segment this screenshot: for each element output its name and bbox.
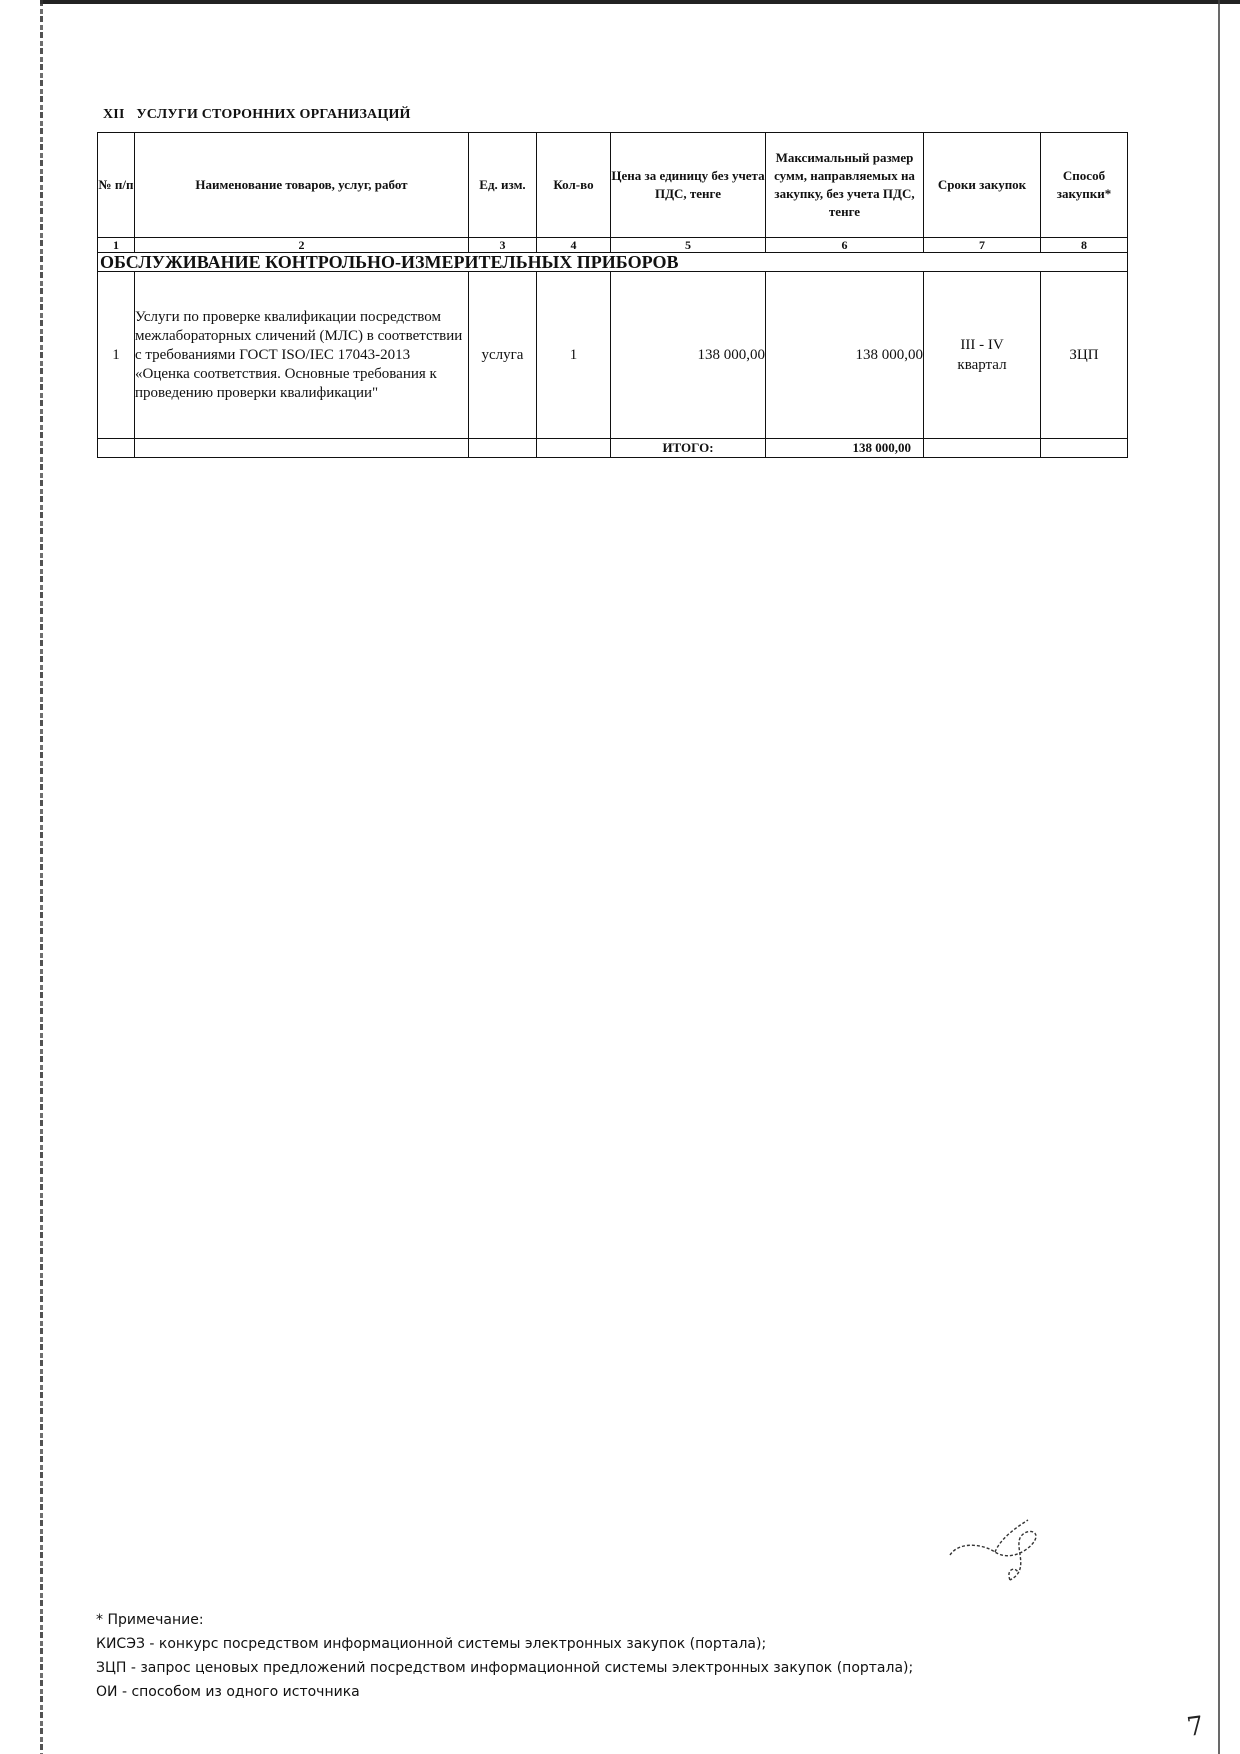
column-number: 3 (469, 238, 537, 253)
scan-right-edge (1218, 0, 1220, 1754)
column-number: 8 (1041, 238, 1128, 253)
footnote-line: ОИ - способом из одного источника (96, 1684, 360, 1700)
procurement-table (97, 132, 1128, 458)
header-period: Сроки закупок (924, 133, 1041, 238)
section-title (103, 107, 411, 123)
row-unit: услуга (469, 272, 537, 439)
row-period: III - IV квартал (924, 272, 1041, 439)
header-max-sum: Максимальный размер сумм, направляемых на закупку, без учета ПДС, тенге (766, 133, 924, 238)
total-value: 138 000,00 (766, 439, 924, 458)
footnote-line: ЗЦП - запрос ценовых предложений посредством информационной системы электронных закупок (портала); (96, 1660, 914, 1676)
table-header-row (98, 133, 1128, 238)
column-numbers-row (98, 238, 1128, 253)
footnote-line: КИСЭЗ - конкурс посредством информационной системы электронных закупок (портала); (96, 1636, 767, 1652)
header-price: Цена за единицу без учета ПДС, тенге (611, 133, 766, 238)
section-title-text: УСЛУГИ СТОРОННИХ ОРГАНИЗАЦИЙ (136, 107, 411, 122)
column-number: 2 (135, 238, 469, 253)
category-title: ОБСЛУЖИВАНИЕ КОНТРОЛЬНО-ИЗМЕРИТЕЛЬНЫХ ПРИБОРОВ (98, 253, 1128, 272)
section-number: XII (103, 107, 125, 122)
total-empty-cell (98, 439, 135, 458)
row-num: 1 (98, 272, 135, 439)
row-name: Услуги по проверке квалификации посредством межлабораторных сличений (МЛС) в соответствии с требованиями ГОСТ ISO/IEC 17043-2013 «Оценка соответствия. Основные требования к проведению проверки квалификации" (135, 272, 469, 439)
header-qty: Кол-во (537, 133, 611, 238)
signature-mark (940, 1500, 1060, 1590)
page-number: 7 (1185, 1710, 1207, 1744)
row-price: 138 000,00 (611, 272, 766, 439)
column-number: 1 (98, 238, 135, 253)
total-empty-cell (1041, 439, 1128, 458)
row-method: ЗЦП (1041, 272, 1128, 439)
total-empty-cell (469, 439, 537, 458)
total-label: ИТОГО: (611, 439, 766, 458)
header-name: Наименование товаров, услуг, работ (135, 133, 469, 238)
scan-top-edge (40, 0, 1240, 4)
footnote-title: * Примечание: (96, 1612, 204, 1628)
total-empty-cell (135, 439, 469, 458)
total-row (98, 439, 1128, 458)
header-num: № п/п (98, 133, 135, 238)
header-unit: Ед. изм. (469, 133, 537, 238)
row-max-sum: 138 000,00 (766, 272, 924, 439)
scan-left-edge (40, 0, 43, 1754)
footnote (96, 1608, 913, 1704)
column-number: 7 (924, 238, 1041, 253)
total-empty-cell (537, 439, 611, 458)
table-row (98, 272, 1128, 439)
column-number: 6 (766, 238, 924, 253)
row-qty: 1 (537, 272, 611, 439)
column-number: 5 (611, 238, 766, 253)
category-row (98, 253, 1128, 272)
header-method: Способ закупки* (1041, 133, 1128, 238)
total-empty-cell (924, 439, 1041, 458)
column-number: 4 (537, 238, 611, 253)
